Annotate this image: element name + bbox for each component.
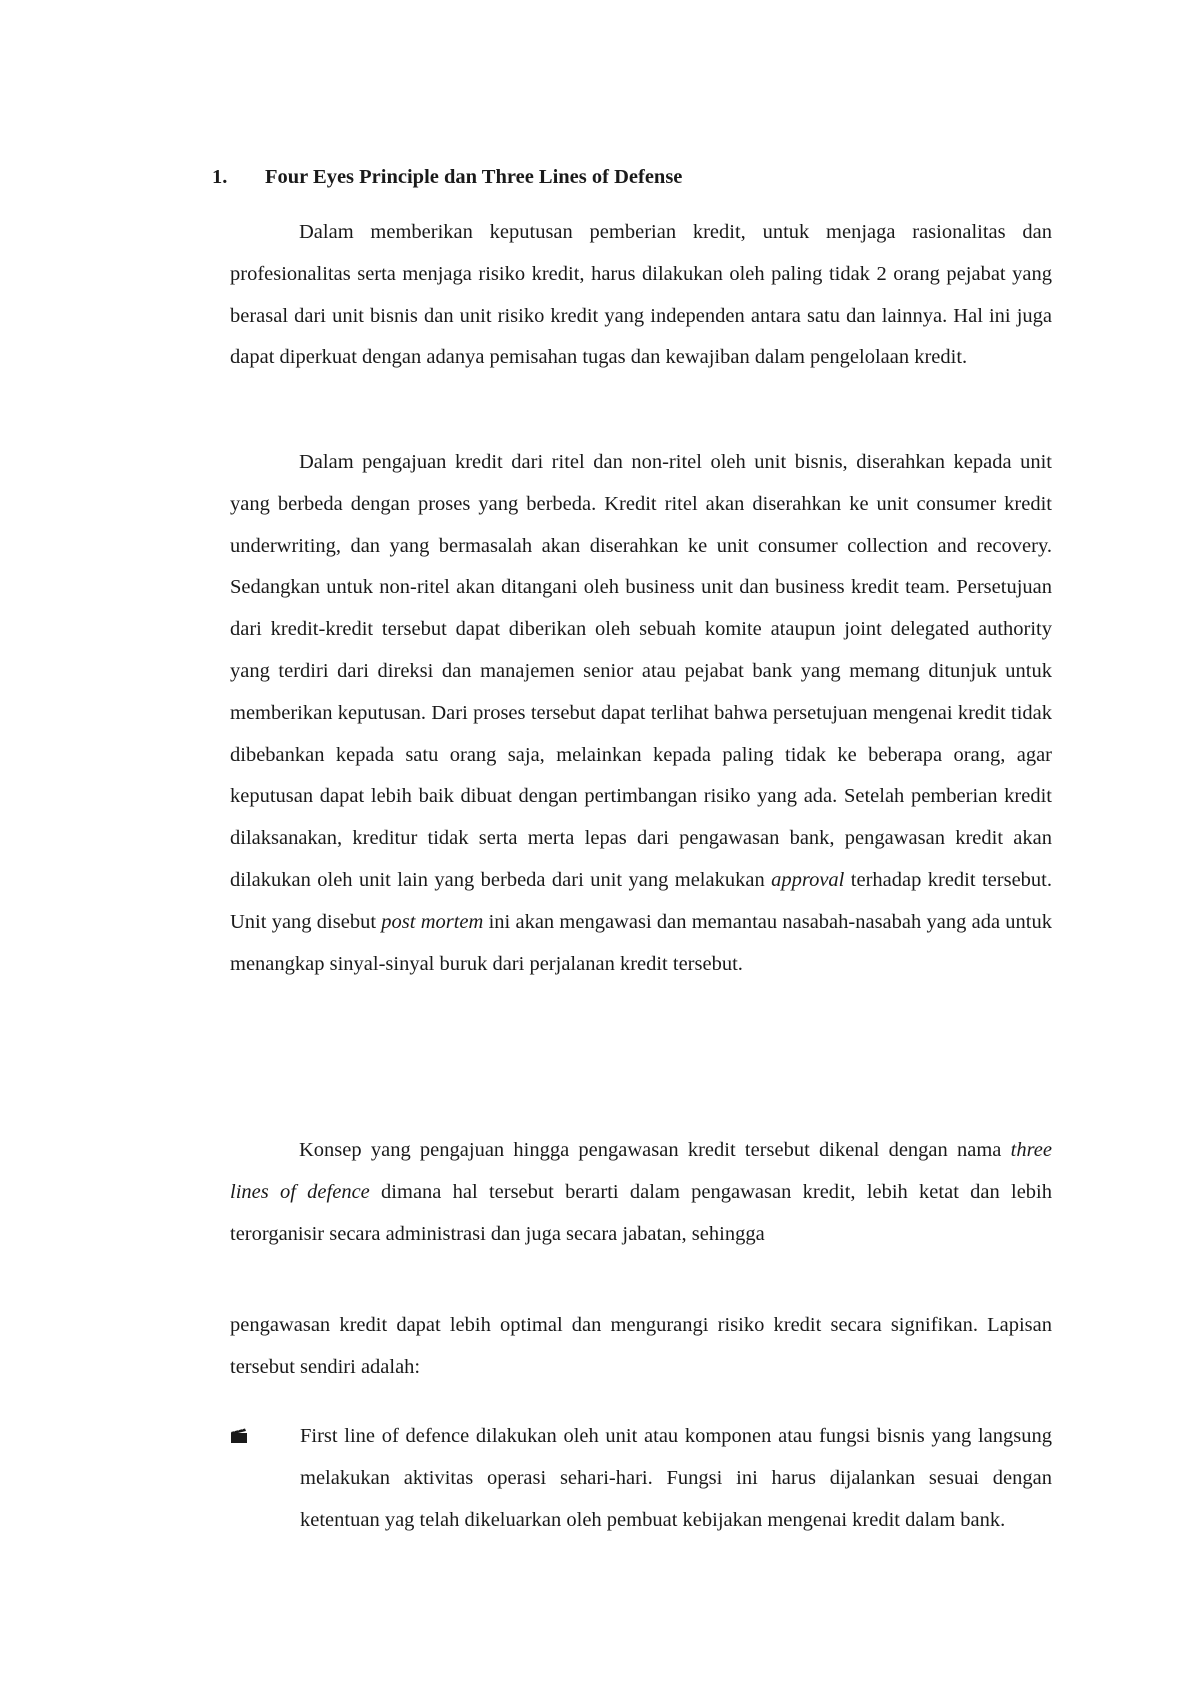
paragraph-2: [230, 442, 1052, 985]
paragraph-3-part-b: dimana hal tersebut berarti dalam pengawasan kredit, lebih ketat dan lebih terorganisir secara administrasi dan juga secara jabatan, sehingga: [230, 1180, 1053, 1245]
paragraph-4: [230, 1305, 1052, 1389]
section-number: 1.: [212, 166, 228, 188]
paragraph-3: [230, 1130, 1052, 1255]
paragraph-1-text: Dalam memberikan keputusan pemberian kredit, untuk menjaga rasionalitas dan profesionalitas serta menjaga risiko kredit, harus dilakukan oleh paling tidak 2 orang pejabat yang berasal dari unit bisnis dan unit risiko kredit yang independen antara satu dan lainnya. Hal ini juga dapat diperkuat dengan adanya pemisahan tugas dan kewajiban dalam pengelolaan kredit.: [230, 221, 1052, 369]
bullet-item-first-line: [265, 1416, 1052, 1541]
paragraph-3-text: [230, 1130, 1052, 1255]
italic-three-lines: three lines of defence: [230, 1139, 1052, 1203]
paragraph-3-part-a: Konsep yang pengajuan hingga pengawasan kredit tersebut dikenal dengan nama: [299, 1139, 1002, 1161]
paragraph-2-part-a: Dalam pengajuan kredit dari ritel dan non-ritel oleh unit bisnis, diserahkan kepada unit yang berbeda dengan proses yang berbeda. Kredit ritel akan diserahkan ke unit consumer kredit underwriting, dan yang bermasalah akan diserahkan ke unit consumer collection and recovery. Sedangkan untuk non-ritel akan ditangani oleh business unit dan business kredit team. Persetujuan dari kredit-kredit tersebut dapat diberikan oleh sebuah komite ataupun joint delegated authority yang terdiri dari direksi dan manajemen senior atau pejabat bank yang memang ditunjuk untuk memberikan keputusan. Dari proses tersebut dapat terlihat bahwa persetujuan mengenai kredit tidak dibebankan kepada satu orang saja, melainkan kepada paling tidak ke beberapa orang, agar keputusan dapat lebih baik dibuat dengan pertimbangan risiko yang ada. Setelah pemberian kredit dilaksanakan, kreditur tidak serta merta lepas dari pengawasan bank, pengawasan kredit akan dilakukan oleh unit lain yang berbeda dari unit yang melakukan: [230, 451, 1052, 891]
clapperboard-icon: [230, 1428, 248, 1444]
paragraph-2-text: [230, 442, 1052, 985]
paragraph-4-text: pengawasan kredit dapat lebih optimal dan mengurangi risiko kredit secara signifikan. Lapisan tersebut sendiri adalah:: [230, 1314, 1052, 1378]
section-heading: [212, 163, 682, 191]
paragraph-2-part-b: terhadap kredit tersebut. Unit yang disebut: [230, 868, 1052, 933]
italic-approval: approval: [771, 868, 845, 891]
section-title: Four Eyes Principle dan Three Lines of Defense: [265, 166, 683, 188]
bullet-text: First line of defence dilakukan oleh unit atau komponen atau fungsi bisnis yang langsung melakukan aktivitas operasi sehari-hari. Fungsi ini harus dijalankan sesuai dengan ketentuan yag telah dikeluarkan oleh pembuat kebijakan mengenai kredit dalam bank.: [300, 1425, 1052, 1531]
paragraph-1: [230, 212, 1052, 379]
paragraph-2-part-c: ini akan mengawasi dan memantau nasabah-nasabah yang ada untuk menangkap sinyal-sinyal buruk dari perjalanan kredit tersebut.: [230, 910, 1052, 975]
italic-post-mortem: post mortem: [381, 910, 484, 933]
